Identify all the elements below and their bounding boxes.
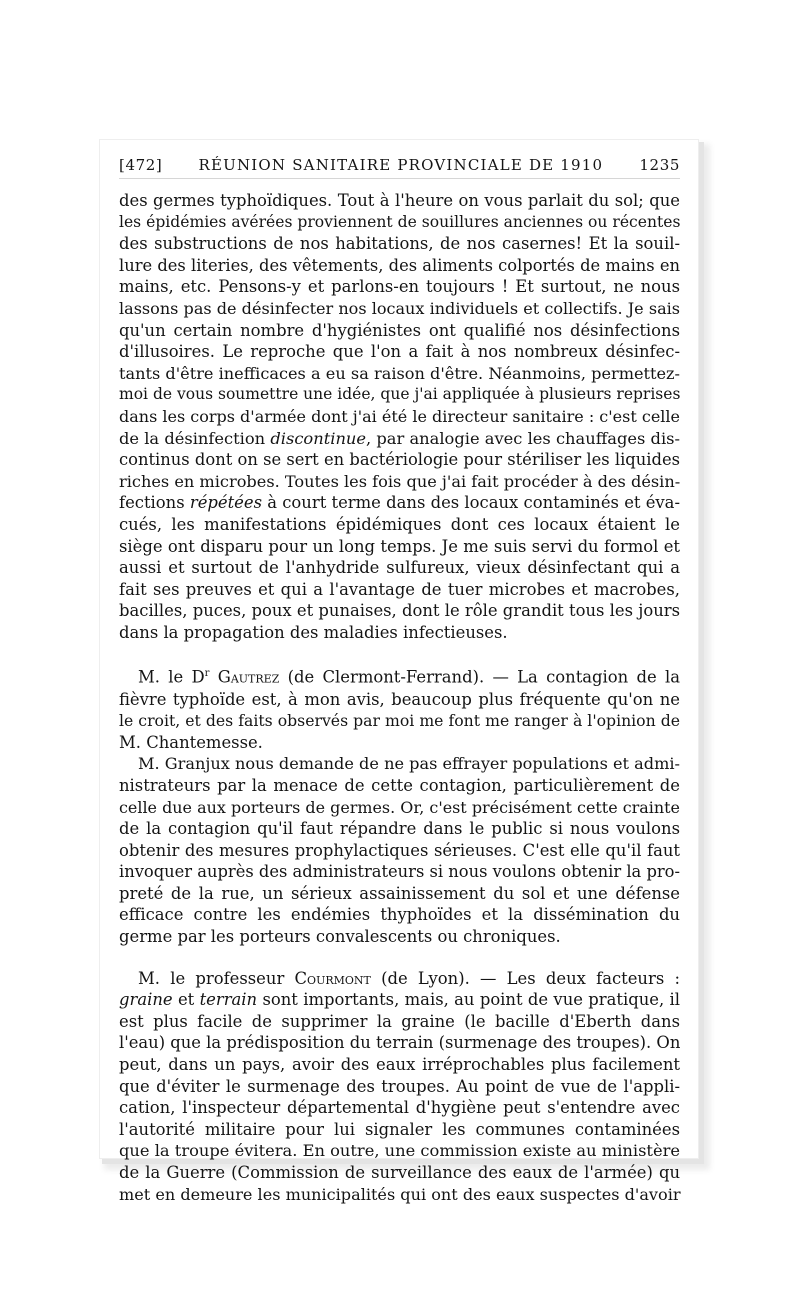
text-line: [119, 663, 680, 688]
text-line: mains, etc. Pensons-y et parlons-en toujours ! Et surtout, ne nous: [119, 277, 680, 297]
text-run: fections: [119, 493, 190, 513]
text-run: (de Lyon). — Les deux facteurs :: [370, 968, 680, 988]
text-line: tants d'être inefficaces a eu sa raison d'être. Néanmoins, permettez-: [119, 363, 680, 383]
emphasis-text: discontinue: [270, 428, 367, 448]
text-run: , par analogie avec les chauffages dis-: [366, 428, 680, 448]
text-line: est plus facile de supprimer la graine (le bacille d'Eberth dans: [119, 1011, 680, 1031]
text-line: d'illusoires. Le reproche que l'on a fait à nos nombreux désinfec-: [119, 342, 680, 362]
text-run: et: [172, 990, 200, 1010]
emphasis-text: graine: [119, 990, 173, 1010]
text-line: germe par les porteurs convalescents ou chroniques.: [119, 927, 561, 947]
text-line: [119, 968, 680, 990]
text-line: invoquer auprès des administrateurs si nous voulons obtenir la pro-: [119, 862, 680, 882]
text-line: M. Chantemesse.: [119, 732, 263, 752]
text-line: [119, 428, 680, 450]
speaker-title-superscript: r: [204, 668, 210, 680]
speaker-paragraph: [119, 663, 680, 753]
text-line: que la troupe évitera. En outre, une commission existe au ministère: [119, 1141, 680, 1161]
scanned-page: [100, 140, 698, 1204]
text-line: aussi et surtout de l'anhydride sulfureux, vieux désinfectant qui a: [119, 558, 680, 578]
speaker-name: Gautrez: [217, 667, 280, 687]
text-line: fait ses preuves et qui a l'avantage de tuer microbes et macrobes,: [119, 579, 680, 599]
text-line: cués, les manifestations épidémiques dont ces locaux étaient le: [119, 514, 680, 534]
text-line: qu'un certain nombre d'hygiénistes ont qualifié nos désinfections: [119, 320, 680, 340]
text-run: sont importants, mais, au point de vue pratique, il: [257, 990, 680, 1010]
text-run: à court terme dans des locaux contaminés et éva-: [262, 493, 680, 513]
text-line: met en demeure les municipalités qui ont des eaux suspectes d'avoir: [119, 1184, 681, 1204]
text-line: continus dont on se sert en bactériologie pour stériliser les liquides: [119, 450, 680, 470]
text-line: [119, 989, 680, 1011]
text-line: fièvre typhoïde est, à mon avis, beaucoup plus fréquente qu'on ne: [119, 689, 680, 709]
text-line: celle due aux porteurs de germes. Or, c'est précisément cette crainte: [119, 797, 680, 817]
text-line: l'autorité militaire pour lui signaler les communes contaminées: [119, 1119, 680, 1139]
speaker-paragraph: [119, 968, 680, 1206]
text-line: bacilles, puces, poux et punaises, dont le rôle grandit tous les jours: [119, 601, 680, 621]
text-line: efficace contre les endémies thyphoïdes et la dissémination du: [119, 905, 680, 925]
text-line: riches en microbes. Toutes les fois que j'ai fait procéder à des désin-: [119, 471, 681, 491]
emphasis-text: terrain: [199, 990, 258, 1010]
page-reference: [472]: [119, 156, 163, 174]
text-line: [119, 492, 680, 514]
speaker-prefix: M. le D: [138, 667, 205, 687]
text-run: (de Clermont-Ferrand). — La contagion de la: [279, 667, 680, 687]
text-line: dans les corps d'armée dont j'ai été le directeur sanitaire : c'est celle: [119, 406, 680, 426]
text-line: de la contagion qu'il faut répandre dans le public si nous voulons: [119, 819, 680, 839]
text-line: le croit, et des faits observés par moi me font me ranger à l'opinion de: [119, 711, 680, 731]
text-line: des germes typhoïdiques. Tout à l'heure on vous parlait du sol; que: [119, 191, 680, 210]
text-line: lassons pas de désinfecter nos locaux individuels et collectifs. Je sais: [119, 298, 680, 318]
text-line: preté de la rue, un sérieux assainissement du sol et une défense: [119, 883, 680, 903]
running-title: RÉUNION SANITAIRE PROVINCIALE DE 1910: [198, 156, 604, 174]
running-header: [119, 156, 680, 179]
text-line: les épidémies avérées proviennent de souillures anciennes ou récentes: [119, 212, 681, 231]
text-line: lure des literies, des vêtements, des aliments colportés de mains en: [119, 255, 680, 275]
text-line: obtenir des mesures prophylactiques sérieuses. C'est elle qu'il faut: [119, 840, 680, 860]
text-line: des substructions de nos habitations, de nos casernes! Et la souil-: [119, 234, 680, 254]
text-line: nistrateurs par la menace de cette contagion, particulièrement de: [119, 775, 680, 795]
text-line: peut, dans un pays, avoir des eaux irréprochables plus facilement: [119, 1055, 680, 1075]
text-line: moi de vous soumettre une idée, que j'ai appliquée à plusieurs reprises: [119, 385, 681, 404]
paragraph: [119, 753, 680, 947]
text-line: dans la propagation des maladies infectieuses.: [119, 622, 508, 642]
text-line: M. Granjux nous demande de ne pas effrayer populations et admi-: [138, 754, 680, 774]
text-line: de la Guerre (Commission de surveillance des eaux de l'armée) qu: [119, 1163, 680, 1182]
paragraph-continued: [119, 190, 680, 643]
page-number: 1235: [639, 156, 680, 174]
speaker-name: Courmont: [294, 968, 371, 988]
page-body: [119, 190, 680, 1205]
text-line: que d'éviter le surmenage des troupes. Au point de vue de l'appli-: [119, 1076, 680, 1096]
text-line: cation, l'inspecteur départemental d'hygiène peut s'entendre avec: [119, 1098, 680, 1118]
text-line: siège ont disparu pour un long temps. Je me suis servi du formol et: [119, 536, 680, 556]
speaker-prefix: M. le professeur: [138, 968, 295, 988]
text-run: de la désinfection: [119, 428, 271, 448]
text-line: l'eau) que la prédisposition du terrain (surmenage des troupes). On: [119, 1033, 681, 1053]
emphasis-text: répétées: [189, 493, 262, 513]
